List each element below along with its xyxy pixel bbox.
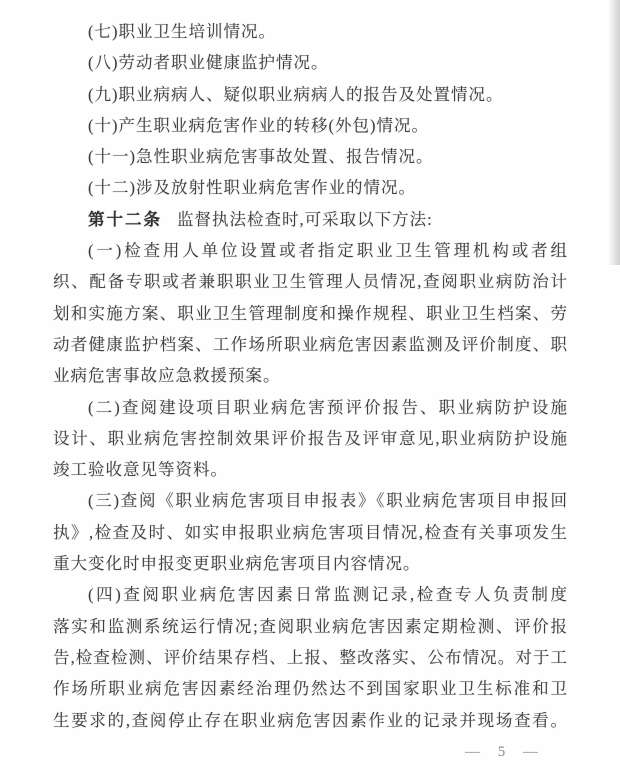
text-line: (一)检查用人单位设置或者指定职业卫生管理机构或者组 xyxy=(88,241,568,261)
page-number: — 5 — xyxy=(465,744,540,760)
text-line: 设计、职业病危害控制效果评价报告及评审意见,职业病防护设施 xyxy=(53,428,568,448)
scan-edge-shadow xyxy=(608,0,620,265)
document-body xyxy=(53,16,568,736)
text-line: 告,检查检测、评价结果存档、上报、整改落实、公布情况。对于工 xyxy=(53,647,568,667)
article-number: 第十二条 xyxy=(88,209,162,229)
text-line: (九)职业病病人、疑似职业病病人的报告及处置情况。 xyxy=(88,84,504,104)
text-line: 竣工验收意见等资料。 xyxy=(53,460,228,480)
text-line: (二)查阅建设项目职业病危害预评价报告、职业病防护设施 xyxy=(88,397,568,417)
text-line: 划和实施方案、职业卫生管理制度和操作规程、职业卫生档案、劳 xyxy=(53,303,568,323)
text-line: 织、配备专职或者兼职职业卫生管理人员情况,查阅职业病防治计 xyxy=(53,272,568,292)
text-line: 第十二条 监督执法检查时,可采取以下方法: xyxy=(88,209,433,229)
text-line: (八)劳动者职业健康监护情况。 xyxy=(88,53,329,73)
text-line: 重大变化时申报变更职业病危害项目内容情况。 xyxy=(53,554,421,574)
text-line: 动者健康监护档案、工作场所职业病危害因素监测及评价制度、职 xyxy=(53,334,568,354)
text-line: 生要求的,查阅停止存在职业病危害因素作业的记录并现场查看。 xyxy=(53,710,568,730)
text-line: 业病危害事故应急救援预案。 xyxy=(53,366,281,386)
text-line: 作场所职业病危害因素经治理仍然达不到国家职业卫生标准和卫 xyxy=(53,679,568,699)
text-line: (四)查阅职业病危害因素日常监测记录,检查专人负责制度 xyxy=(88,585,568,605)
text-line: 执》,检查及时、如实申报职业病危害项目情况,检查有关事项发生 xyxy=(53,522,568,542)
text-line: 落实和监测系统运行情况;查阅职业病危害因素定期检测、评价报 xyxy=(53,616,568,636)
text-line: (三)查阅《职业病危害项目申报表》《职业病危害项目申报回 xyxy=(88,491,568,511)
text-line: (十一)急性职业病危害事故处置、报告情况。 xyxy=(88,147,434,167)
text-line: (七)职业卫生培训情况。 xyxy=(88,22,276,41)
text-line: (十二)涉及放射性职业病危害作业的情况。 xyxy=(88,178,416,198)
text-line: (十)产生职业病危害作业的转移(外包)情况。 xyxy=(88,115,429,135)
